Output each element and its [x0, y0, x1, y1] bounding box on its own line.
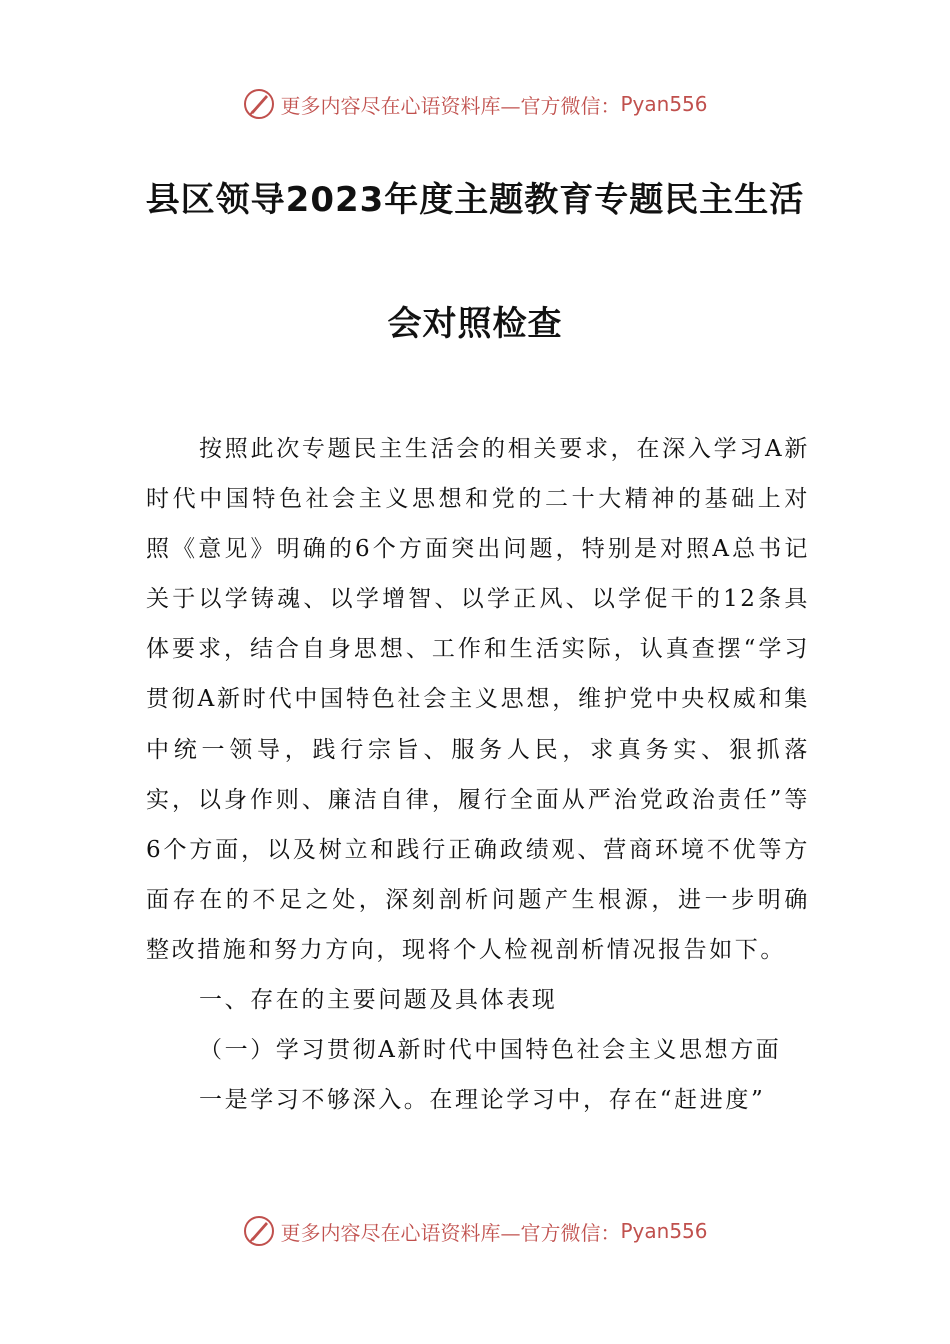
watermark-text: 更多内容尽在心语资料库—官方微信： [280, 93, 621, 118]
point-paragraph: 一是学习不够深入。在理论学习中，存在“赶进度” [199, 1087, 766, 1114]
document-title-line2: 会对照检查 [387, 304, 563, 344]
intro-paragraph: 按照此次专题民主生活会的相关要求，在深入学习A新时代中国特色社会主义思想和党的二十大精神的基础上对照《意见》明确的6个方面突出问题，特别是对照A总书记关于以学铸魂、以学增智、以学正风、以学促干的12条具体要求，结合自身思想、工作和生活实际，认真查摆“学习贯彻A新时代中国特色社会主义思想，维护党中央权威和集中统一领导，践行宗旨、服务人民，求真务实、狠抓落实，以身作则、廉洁自律，履行全面从严治党政治责任”等6个方面，以及树立和践行正确政绩观、营商环境不优等方面存在的不足之处，深刻剖析问题产生根源，进一步明确整改措施和努力方向，现将个人检视剖析情况报告如下。 [146, 436, 810, 963]
section-heading: 一、存在的主要问题及具体表现 [199, 987, 558, 1014]
watermark-header [0, 84, 950, 124]
subsection-heading: （一）学习贯彻A新时代中国特色社会主义思想方面 [199, 1037, 782, 1064]
watermark-wechat-id: Pyan556 [620, 1219, 708, 1243]
feather-pen-icon [242, 1214, 276, 1248]
document-title-line1: 县区领导2023年度主题教育专题民主生活 [145, 180, 805, 220]
watermark-text: 更多内容尽在心语资料库—官方微信： [280, 1220, 621, 1245]
watermark-wechat-id: Pyan556 [620, 92, 708, 116]
document-body [146, 424, 810, 1125]
watermark-footer [0, 1211, 950, 1251]
feather-pen-icon [242, 87, 276, 121]
